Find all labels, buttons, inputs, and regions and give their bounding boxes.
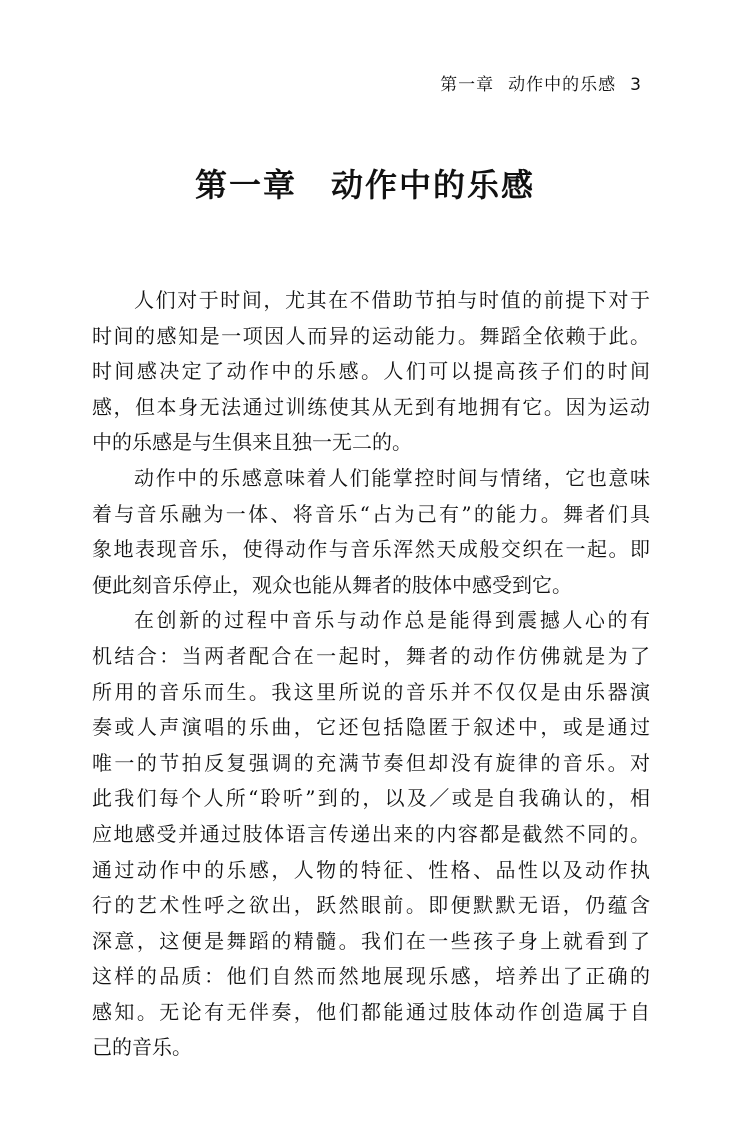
text-line: 中的乐感是与生俱来且独一无二的。 (92, 430, 412, 455)
text-line: 所用的音乐而生。我这里所说的音乐并不仅仅是由乐器演 (92, 679, 650, 704)
text-line: 感知。无论有无伴奏，他们都能通过肢体动作创造属于自 (92, 999, 650, 1024)
text-line: 时间的感知是一项因人而异的运动能力。舞蹈全依赖于此。 (92, 323, 650, 348)
running-head (440, 70, 642, 95)
text-line: 己的音乐。 (92, 1035, 192, 1060)
text-line: 机结合：当两者配合在一起时，舞者的动作仿佛就是为了 (92, 643, 650, 668)
paragraph-3 (92, 603, 650, 1066)
text-line: 便此刻音乐停止，观众也能从舞者的肢体中感受到它。 (92, 572, 572, 597)
text-line: 象地表现音乐，使得动作与音乐浑然天成般交织在一起。即 (92, 537, 650, 562)
text-line: 感，但本身无法通过训练使其从无到有地拥有它。因为运动 (92, 394, 650, 419)
chapter-title-number: 第一章 (194, 166, 297, 204)
text-line: 动作中的乐感意味着人们能掌控时间与情绪，它也意味 (134, 465, 650, 490)
text-line: 唯一的节拍反复强调的充满节奏但却没有旋律的音乐。对 (92, 750, 650, 775)
running-head-title: 动作中的乐感 (508, 75, 617, 95)
running-head-chapter: 第一章 (440, 75, 495, 95)
text-line: 深意，这便是舞蹈的精髓。我们在一些孩子身上就看到了 (92, 928, 650, 953)
text-line: 时间感决定了动作中的乐感。人们可以提高孩子们的时间 (92, 359, 650, 384)
text-line: 应地感受并通过肢体语言传递出来的内容都是截然不同的。 (92, 821, 650, 846)
chapter-title-text: 动作中的乐感 (331, 166, 536, 204)
text-line: 行的艺术性呼之欲出，跃然眼前。即便默默无语，仍蕴含 (92, 893, 650, 918)
text-line: 这样的品质：他们自然而然地展现乐感，培养出了正确的 (92, 964, 650, 989)
text-line: 通过动作中的乐感，人物的特征、性格、品性以及动作执 (92, 857, 650, 882)
chapter-title (0, 160, 730, 206)
text-line: 在创新的过程中音乐与动作总是能得到震撼人心的有 (134, 608, 650, 633)
body-text (92, 283, 650, 1066)
text-line: 此我们每个人所“聆听”到的，以及／或是自我确认的，相 (92, 786, 650, 811)
text-line: 奏或人声演唱的乐曲，它还包括隐匿于叙述中，或是通过 (92, 715, 650, 740)
text-line: 着与音乐融为一体、将音乐“占为己有”的能力。舞者们具 (92, 501, 650, 526)
paragraph-1 (92, 283, 650, 461)
paragraph-2 (92, 461, 650, 603)
page-number: 3 (630, 75, 642, 95)
text-line: 人们对于时间，尤其在不借助节拍与时值的前提下对于 (134, 288, 650, 312)
